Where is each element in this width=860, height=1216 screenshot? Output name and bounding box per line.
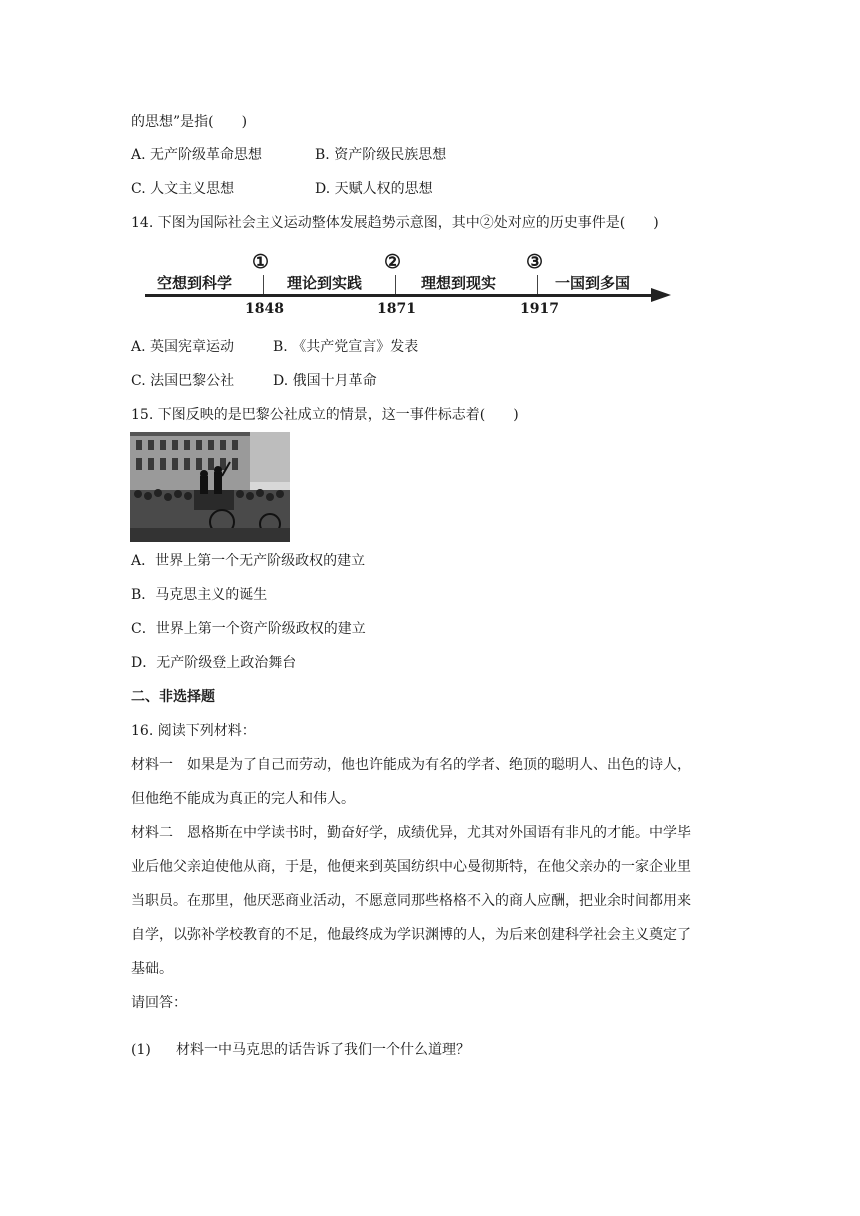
q15-option-c: C．世界上第一个资产阶级政权的建立 [131, 621, 366, 637]
timeline-marker-3: ③ [526, 251, 544, 273]
timeline-segment-2: 理论到实践 [287, 274, 363, 292]
q16-subquestion-1-number: (1) [131, 1042, 151, 1058]
q13-stem-text: 的思想”是指( [131, 114, 214, 130]
q14-stem-text: 14. 下图为国际社会主义运动整体发展趋势示意图，其中②处对应的历史事件是( [131, 215, 626, 231]
timeline-tick-1 [263, 275, 264, 295]
paris-commune-engraving-image [130, 432, 290, 542]
timeline-axis [145, 294, 657, 297]
q13-option-d: D. 天赋人权的思想 [315, 181, 433, 197]
q14-option-d: D. 俄国十月革命 [273, 373, 377, 389]
timeline-tick-2 [395, 275, 396, 295]
timeline-arrow-head [651, 288, 671, 302]
q14-stem-close: ) [653, 215, 659, 231]
q13-option-b: B. 资产阶级民族思想 [315, 147, 447, 163]
timeline-year-2: 1871 [377, 301, 416, 317]
q15-option-a: A．世界上第一个无产阶级政权的建立 [131, 553, 366, 569]
section-title: 二、非选择题 [131, 689, 215, 705]
q15-stem [131, 405, 519, 425]
q16-material-2-line-1: 材料二 恩格斯在中学读书时，勤奋好学，成绩优异，尤其对外国语有非凡的才能。中学毕 [131, 825, 691, 841]
timeline-marker-2: ② [384, 251, 402, 273]
q15-option-d: D．无产阶级登上政治舞台 [131, 655, 297, 671]
q16-material-2-line-3: 当职员。在那里，他厌恶商业活动，不愿意同那些格格不入的商人应酬，把业余时间都用来 [131, 893, 691, 909]
timeline-year-1: 1848 [245, 301, 284, 317]
q14-option-b: B. 《共产党宣言》发表 [273, 339, 419, 355]
q15-option-b: B．马克思主义的诞生 [131, 587, 268, 603]
q14-option-a: A. 英国宪章运动 [131, 339, 235, 355]
timeline-segment-4: 一国到多国 [555, 274, 631, 292]
timeline-tick-3 [537, 275, 538, 295]
q16-material-2-line-5: 基础。 [131, 961, 173, 977]
q13-option-a: A. 无产阶级革命思想 [131, 147, 263, 163]
q16-subquestion-1-text: 材料一中马克思的话告诉了我们一个什么道理？ [176, 1042, 470, 1058]
timeline-year-3: 1917 [520, 301, 559, 317]
q15-stem-text: 15. 下图反映的是巴黎公社成立的情景，这一事件标志着( [131, 407, 486, 423]
q14-option-c: C. 法国巴黎公社 [131, 373, 235, 389]
q16-material-1-line-2: 但他绝不能成为真正的完人和伟人。 [131, 791, 355, 807]
q14-stem [131, 213, 659, 233]
timeline-segment-3: 理想到现实 [421, 274, 497, 292]
q16-prompt: 请回答： [131, 995, 187, 1011]
q13-stem [131, 112, 247, 132]
q13-stem-close: ) [241, 114, 248, 130]
q16-material-2-line-4: 自学，以弥补学校教育的不足，他最终成为学识渊博的人，为后来创建科学社会主义奠定了 [131, 927, 691, 943]
q15-stem-close: ) [513, 407, 519, 423]
timeline-segment-1: 空想到科学 [157, 274, 233, 292]
q13-option-c: C. 人文主义思想 [131, 181, 235, 197]
q16-material-2-line-2: 业后他父亲迫使他从商，于是，他便来到英国纺织中心曼彻斯特，在他父亲办的一家企业里 [131, 859, 691, 875]
q16-stem: 16. 阅读下列材料： [131, 723, 256, 739]
socialism-timeline-diagram [131, 248, 671, 324]
timeline-marker-1: ① [252, 251, 270, 273]
q16-material-1-line-1: 材料一 如果是为了自己而劳动，他也许能成为有名的学者、绝顶的聪明人、出色的诗人， [131, 757, 691, 773]
